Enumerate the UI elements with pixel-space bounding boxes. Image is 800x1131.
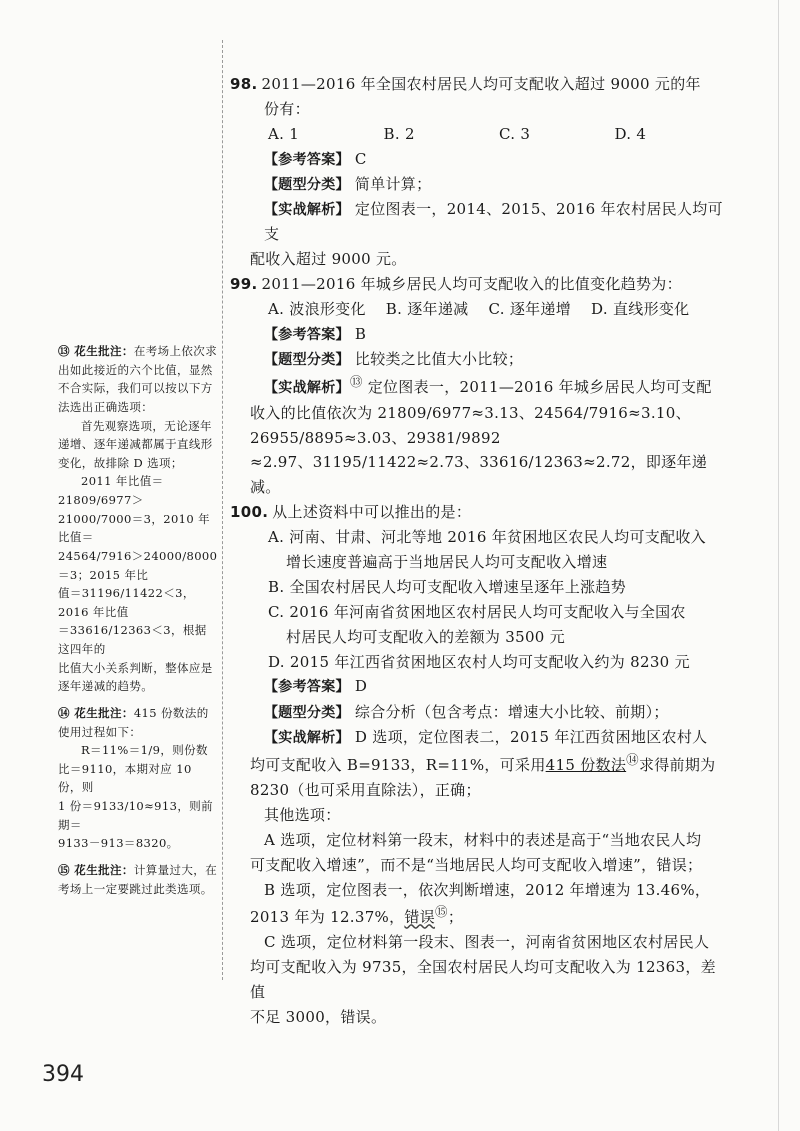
question-100-option-a bbox=[230, 525, 730, 575]
question-100-a-line2: 可支配收入增速”，而不是“当地居民人均可支配收入增速”，错误； bbox=[250, 855, 703, 874]
question-100-analysis-line2b: 求得前期为 bbox=[638, 756, 716, 775]
question-100-b-line2b: ； bbox=[447, 908, 464, 927]
question-98-analysis-line2: 配收入超过 9000 元。 bbox=[250, 250, 407, 269]
question-99-option-d: D. 直线形变化 bbox=[591, 300, 690, 319]
note-14-text1: 415 份数法的使用过程如下： bbox=[58, 705, 209, 739]
question-99-option-b: B. 逐年递减 bbox=[385, 300, 469, 319]
note-14-formula-3: 1 份＝9133/10≈913，则前期＝ bbox=[58, 799, 214, 832]
method-415-link: 415 份数法 bbox=[545, 756, 627, 775]
question-99 bbox=[230, 272, 730, 500]
question-100-c-line1: C 选项，定位材料第一段末、图表一，河南省贫困地区农村居民人 bbox=[264, 933, 710, 952]
question-98-stem-line2: 份有： bbox=[264, 99, 310, 118]
question-98-analysis-line1: 定位图表一，2014、2015、2016 年农村居民人均可支 bbox=[264, 200, 723, 244]
note-13-text2: 首先观察选项，无论逐年递增、逐年递减都属于直线形变化，故排除 D 选项； bbox=[58, 418, 213, 470]
question-99-type: 比较类之比值大小比较； bbox=[354, 350, 524, 369]
question-100-a-line1: A 选项，定位材料第一段末，材料中的表述是高于“当地农民人均 bbox=[264, 830, 702, 849]
question-98-options bbox=[230, 122, 730, 147]
question-100-analysis-line1: D 选项，定位图表二，2015 年江西贫困地区农村人 bbox=[354, 727, 708, 746]
question-100-analysis-line2a: 均可支配收入 B=9133，R=11%，可采用 bbox=[250, 756, 546, 775]
question-100-type-label: 【题型分类】 bbox=[264, 704, 350, 721]
question-99-option-c: C. 逐年递增 bbox=[488, 300, 572, 319]
question-100-option-c bbox=[230, 600, 730, 650]
question-100-option-a-line2: 增长速度普遍高于当地居民人均可支配收入增速 bbox=[286, 552, 608, 571]
question-100-type: 综合分析（包含考点：增速大小比较、前期）； bbox=[354, 702, 669, 721]
question-100-analysis-line3: 8230（也可采用直除法），正确； bbox=[250, 781, 481, 800]
question-100-answer: D bbox=[354, 677, 368, 696]
note-15 bbox=[58, 861, 218, 898]
question-99-number: 99. bbox=[230, 275, 258, 294]
note-13 bbox=[58, 342, 218, 696]
note-14-formula-4: 9133－913＝8320。 bbox=[58, 836, 179, 851]
note-13-formula-6: 比值大小关系判断，整体应是逐年递减的趋势。 bbox=[58, 660, 213, 694]
note-13-formula-5: ＝33616/12363＜3，根据这四年的 bbox=[58, 623, 207, 656]
question-99-note-ref: ⑬ bbox=[349, 374, 363, 390]
note-13-formula-2: 21000/7000＝3，2010 年比值＝ bbox=[58, 511, 211, 545]
question-98-number: 98. bbox=[230, 75, 258, 93]
note-13-tag: ⑬ 花生批注： bbox=[58, 344, 134, 358]
question-100-c-line2: 均可支配收入为 9735，全国农村居民人均可支配收入为 12363，差值 bbox=[250, 958, 716, 1002]
question-99-type-label: 【题型分类】 bbox=[264, 352, 350, 369]
question-100-note-ref-15: ⑮ bbox=[435, 904, 448, 920]
question-98-option-a: A. 1 bbox=[268, 124, 300, 143]
question-100-note-ref-14: ⑭ bbox=[626, 752, 639, 768]
note-14-tag: ⑭ 花生批注： bbox=[58, 705, 134, 720]
question-98-option-b: B. 2 bbox=[383, 124, 415, 143]
sidebar-notes bbox=[58, 342, 218, 906]
question-100-b-line2 bbox=[230, 902, 730, 930]
note-13-text1: 在考场上依次求出如此接近的六个比值，显然不合实际，我们可以按以下方法选出正确选项： bbox=[58, 344, 218, 414]
note-14-formula-1: R＝11%＝1/9，则份数 bbox=[81, 743, 208, 758]
question-100-b-line2a: 2013 年为 12.37%， bbox=[250, 908, 405, 927]
question-100-option-b: B. 全国农村居民人均可支配收入增速呈逐年上涨趋势 bbox=[268, 577, 627, 596]
note-14 bbox=[58, 704, 218, 853]
question-100-option-c-line2: 村居民人均可支配收入的差额为 3500 元 bbox=[286, 627, 566, 646]
question-98-type: 简单计算； bbox=[354, 174, 432, 193]
note-13-formula-4: 值＝31196/11422＜3，2016 年比值 bbox=[58, 586, 195, 619]
note-15-tag: ⑮ 花生批注： bbox=[58, 862, 134, 877]
question-100 bbox=[230, 500, 730, 1030]
question-100-answer-label: 【参考答案】 bbox=[264, 679, 350, 696]
question-100-option-d: D. 2015 年江西省贫困地区农村人均可支配收入约为 8230 元 bbox=[268, 652, 690, 671]
question-99-analysis-line3: ≈2.97、31195/11422≈2.73、33616/12363≈2.72，即逐年递减。 bbox=[250, 453, 708, 497]
question-100-option-c-line1: C. 2016 年河南省贫困地区农村居民人均可支配收入与全国农 bbox=[268, 602, 686, 621]
question-99-answer: B bbox=[354, 324, 367, 343]
question-99-analysis-line2: 收入的比值依次为 21809/6977≈3.13、24564/7916≈3.10、26955/8895≈3.03、29381/9892 bbox=[250, 403, 691, 447]
question-98 bbox=[230, 72, 730, 272]
question-100-analysis-label: 【实战解析】 bbox=[264, 729, 350, 746]
question-99-analysis-label: 【实战解析】 bbox=[264, 380, 350, 397]
note-15-text: 计算量过大，在考场上一定要跳过此类选项。 bbox=[58, 862, 218, 896]
note-13-formula-3: 24564/7916＞24000/8000＝3；2015 年比 bbox=[58, 548, 218, 582]
column-divider bbox=[222, 40, 223, 980]
question-98-type-label: 【题型分类】 bbox=[264, 176, 350, 193]
question-99-options bbox=[230, 297, 730, 322]
question-100-b-error: 错误 bbox=[404, 908, 436, 927]
main-column bbox=[230, 72, 730, 1030]
question-100-stem: 从上述资料中可以推出的是： bbox=[272, 503, 472, 522]
question-100-analysis-line2 bbox=[230, 750, 730, 778]
question-100-c-line3: 不足 3000，错误。 bbox=[250, 1008, 387, 1027]
question-98-answer-label: 【参考答案】 bbox=[264, 151, 350, 168]
question-98-option-c: C. 3 bbox=[499, 124, 531, 143]
page-number: 394 bbox=[42, 1062, 84, 1087]
question-98-stem-line1: 2011—2016 年全国农村居民人均可支配收入超过 9000 元的年 bbox=[261, 75, 701, 93]
question-99-analysis-line1: 定位图表一，2011—2016 年城乡居民人均可支配 bbox=[367, 378, 712, 397]
page-edge-line bbox=[778, 0, 779, 1131]
question-99-answer-label: 【参考答案】 bbox=[264, 326, 350, 343]
question-100-other-label: 其他选项： bbox=[264, 805, 341, 824]
question-98-analysis-label: 【实战解析】 bbox=[264, 202, 350, 219]
question-100-option-a-line1: A. 河南、甘肃、河北等地 2016 年贫困地区农民人均可支配收入 bbox=[268, 528, 706, 547]
note-13-formula-1: 2011 年比值＝21809/6977＞ bbox=[58, 474, 164, 507]
question-100-b-line1: B 选项，定位图表一，依次判断增速，2012 年增速为 13.46%， bbox=[264, 880, 711, 899]
question-99-option-a: A. 波浪形变化 bbox=[268, 300, 366, 319]
question-100-number: 100. bbox=[230, 503, 269, 522]
note-14-formula-2: 比＝9110，本期对应 10 份，则 bbox=[58, 761, 192, 795]
question-99-stem: 2011—2016 年城乡居民人均可支配收入的比值变化趋势为： bbox=[261, 275, 682, 294]
question-98-option-d: D. 4 bbox=[614, 124, 647, 143]
question-98-answer: C bbox=[354, 149, 367, 168]
